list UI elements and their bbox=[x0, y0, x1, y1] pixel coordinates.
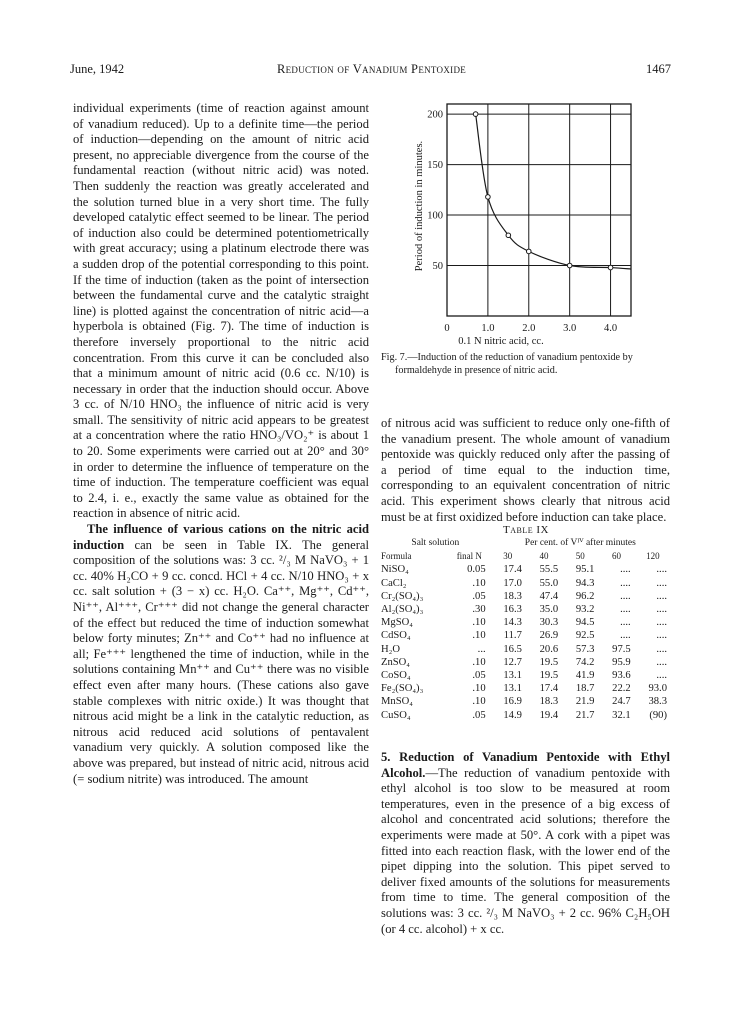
x-tick-label: 1.0 bbox=[481, 323, 495, 334]
table-group-percent: Per cent. of Vᴵⱽ after minutes bbox=[524, 538, 636, 548]
table-cell: .... bbox=[656, 643, 667, 655]
chart-marks bbox=[473, 112, 631, 270]
right-column-top bbox=[381, 416, 670, 525]
paragraph-heading: The influence of various cations on the nitric acid induction bbox=[73, 522, 369, 552]
table-row bbox=[381, 709, 671, 722]
table-cell: 94.5 bbox=[575, 617, 595, 629]
data-point bbox=[506, 233, 511, 238]
table-cell-formula: CoSO₄ bbox=[381, 670, 411, 682]
figure-caption-text: Fig. 7.—Induction of the reduction of vanadium pentoxide by formaldehyde in presence of nitric acid. bbox=[381, 352, 633, 376]
table-cell: 93.0 bbox=[648, 683, 667, 695]
table-row bbox=[381, 629, 671, 642]
table-cell: (90) bbox=[649, 709, 667, 721]
table-cell: 55.0 bbox=[539, 577, 559, 589]
y-tick-label: 100 bbox=[427, 210, 443, 222]
figure-caption bbox=[381, 352, 671, 377]
section-text: —The reduction of vanadium pentoxide with ethyl alcohol is too slow to be measured at room temperatures, even in the presence of a big excess of alcohol and concentrated acid solutions; therefore the experiments were made at 50°. A cork with a pipet was fitted into each reaction flask, with the lower end of the pipet dipping into the solution. This pipet served to deliver fixed amounts of the solutions for measurements from time to time. The general composition of the solutions was: 3 cc. ²/₃ M NaVO₃ + 2 cc. 96% C₂H₅OH (or 4 cc. alcohol) + x cc. bbox=[381, 765, 670, 936]
page-number: 1467 bbox=[646, 62, 671, 76]
section-heading: 5. Reduction of Vanadium Pentoxide with Ethyl Alcohol. bbox=[381, 750, 670, 780]
table-cell: .... bbox=[656, 630, 667, 642]
data-point bbox=[486, 195, 491, 200]
x-tick-label: 3.0 bbox=[563, 323, 577, 334]
table-cell: 26.9 bbox=[539, 630, 559, 642]
table-cell-formula: CdSO₄ bbox=[381, 630, 411, 642]
table-cell: .05 bbox=[472, 670, 486, 682]
table-cell: 47.4 bbox=[539, 590, 559, 602]
chart-grid bbox=[447, 104, 631, 316]
table-row bbox=[381, 695, 671, 708]
table-cell-formula: CuSO₄ bbox=[381, 709, 411, 721]
table-cell: 95.9 bbox=[612, 656, 631, 668]
table-cell: 17.4 bbox=[503, 564, 522, 576]
table-cell: 14.9 bbox=[503, 709, 522, 721]
y-tick-label: 50 bbox=[432, 261, 443, 273]
table-cell: .... bbox=[620, 577, 631, 589]
table-cell-formula: Cr₂(SO₄)₃ bbox=[381, 590, 424, 602]
table-cell: .10 bbox=[472, 577, 486, 589]
table-cell: .... bbox=[656, 617, 667, 629]
data-point bbox=[473, 112, 478, 117]
table-cell: 18.3 bbox=[539, 696, 559, 708]
running-head-title: Reduction of Vanadium Pentoxide bbox=[276, 62, 467, 76]
table-cell: .... bbox=[656, 670, 667, 682]
table-cell: .05 bbox=[472, 590, 486, 602]
table-cell: 19.5 bbox=[539, 670, 559, 682]
x-axis-label: 0.1 N nitric acid, cc. bbox=[458, 336, 544, 347]
x-tick-label: 2.0 bbox=[522, 323, 536, 334]
table-cell: 0.05 bbox=[467, 564, 486, 576]
table-cell: 74.2 bbox=[575, 656, 595, 668]
table-col-min-40: 40 bbox=[539, 551, 549, 562]
table-cell: .... bbox=[620, 590, 631, 602]
chart-tick-labels bbox=[427, 110, 617, 334]
table-cell: .... bbox=[656, 604, 667, 616]
table-cell: 57.3 bbox=[575, 643, 595, 655]
table-cell: 18.3 bbox=[503, 590, 522, 602]
table-cell: .05 bbox=[472, 709, 486, 721]
table-cell: 16.9 bbox=[503, 696, 522, 708]
table-cell: 22.2 bbox=[612, 683, 631, 695]
table-title: Table IX bbox=[503, 524, 549, 536]
paragraph-ethyl-alcohol bbox=[381, 750, 670, 937]
left-column bbox=[73, 101, 369, 787]
y-tick-label: 150 bbox=[427, 160, 443, 172]
table-cell: 38.3 bbox=[648, 696, 667, 708]
table-cell: 13.1 bbox=[503, 670, 522, 682]
plot-frame bbox=[447, 104, 631, 316]
y-axis-label: Period of induction in minutes. bbox=[414, 140, 425, 272]
table-cell: 14.3 bbox=[503, 617, 522, 629]
table-cell: 16.5 bbox=[503, 643, 522, 655]
table-cell: 13.1 bbox=[503, 683, 522, 695]
x-tick-label: 0 bbox=[444, 323, 450, 334]
table-row bbox=[381, 603, 671, 616]
table-body bbox=[381, 563, 671, 721]
table-cell: 12.7 bbox=[503, 656, 522, 668]
data-point bbox=[567, 263, 572, 268]
table-cell-formula: ZnSO₄ bbox=[381, 656, 411, 668]
table-cell-formula: MgSO₄ bbox=[381, 617, 413, 629]
figure-7-chart bbox=[381, 96, 671, 352]
table-col-min-60: 60 bbox=[612, 551, 622, 562]
table-col-formula: Formula bbox=[381, 551, 412, 562]
table-col-min-50: 50 bbox=[575, 551, 585, 562]
table-cell: ... bbox=[477, 643, 486, 655]
table-group-salt: Salt solution bbox=[411, 538, 460, 548]
table-cell: .10 bbox=[472, 696, 486, 708]
data-point bbox=[608, 265, 613, 270]
x-tick-label: 4.0 bbox=[603, 323, 618, 334]
table-col-min-120: 120 bbox=[646, 551, 660, 562]
table-cell: 17.4 bbox=[539, 683, 559, 695]
table-cell: .30 bbox=[472, 604, 486, 616]
table-cell-formula: H₂O bbox=[381, 643, 400, 655]
table-cell: .... bbox=[656, 564, 667, 576]
table-cell-formula: Fe₂(SO₄)₃ bbox=[381, 683, 424, 695]
paragraph-cations-text: can be seen in Table IX. The general composition of the solutions was: 3 cc. ²/₃ M NaVO₃ + 1 cc. 40% H₂CO + 9 cc. concd. HCl + 4 cc. N/10 HNO₃ + x cc. salt solution + (3 − x) cc. H₂O. Ca⁺⁺, Mg⁺⁺, Cd⁺⁺, Ni⁺⁺, Al⁺⁺⁺, Cr⁺⁺⁺ did not change the general character of the effect but reduced the time of induction somewhat below forty minutes; Zn⁺⁺ and Co⁺⁺ had no influence at all; Fe⁺⁺⁺ lengthened the time of induction, while in the solutions containing Mn⁺⁺ and Cu⁺⁺ there was no visible effect even after many hours. (These cations also gave stable complexes with nitric oxide.) It was thought that nitrous acid might be a link in the catalytic reduction, as nitrous acid reduced acid solutions of pentavalent vanadium very quickly. A solution composed like the above was prepared, but instead of nitric acid, nitrous acid (= sodium nitrite) was introduced. The amount bbox=[73, 537, 369, 786]
table-row bbox=[381, 563, 671, 576]
table-row bbox=[381, 669, 671, 682]
table-row bbox=[381, 616, 671, 629]
table-cell: 21.7 bbox=[575, 709, 595, 721]
table-cell: 35.0 bbox=[539, 604, 559, 616]
table-cell: .... bbox=[620, 564, 631, 576]
table-cell: 92.5 bbox=[575, 630, 595, 642]
table-cell-formula: NiSO₄ bbox=[381, 564, 409, 576]
table-cell: 96.2 bbox=[575, 590, 595, 602]
table-cell: .... bbox=[656, 590, 667, 602]
table-cell: 21.9 bbox=[575, 696, 595, 708]
table-cell: 97.5 bbox=[612, 643, 631, 655]
table-cell: .... bbox=[620, 630, 631, 642]
table-cell: 16.3 bbox=[503, 604, 522, 616]
table-cell: 93.2 bbox=[575, 604, 595, 616]
y-tick-label: 200 bbox=[427, 109, 443, 121]
table-cell: 17.0 bbox=[503, 577, 522, 589]
table-cell: 55.5 bbox=[539, 564, 559, 576]
table-row bbox=[381, 590, 671, 603]
table-cell: 19.5 bbox=[539, 656, 559, 668]
table-col-final: final N bbox=[456, 551, 482, 562]
paragraph-induction: individual experiments (time of reaction against amount of vanadium reduced). Up to a definite time—the period of induction—depending on the amount of nitric acid present, no appreciable divergence from the course of the fundamental reaction (without nitric acid) was noted. Then suddenly the reaction was greatly accelerated and the solution turned blue in a very short time. The fully developed catalytic effect seemed to be linear. The period of induction also could be determined potentiometrically with great accuracy; using a platinum electrode there was a sudden drop of the potential corresponding to this point. If the time of induction (taken as the point of intersection between the fundamental curve and the catalytic straight line) is plotted against the concentration of nitric acid—a hyperbola is obtained (Fig. 7). The time of induction is therefore inversely proportional to the nitric acid concentration. From this curve it can be concluded also that a minimum amount of nitric acid (0.6 cc. N/10) is necessary in order that the induction should occur. Above 3 cc. of N/10 HNO₃ the influence of nitric acid is very small. The sensitivity of nitric acid appears to be greatest at a concentration where the ratio HNO₃/VO₂⁺ is about 1 to 20. Some experiments were carried out at 20° and 30° in order to determine the influence of temperature on the time of induction. The temperature coefficient was equal to 2.4, i. e., exactly the same value as obtained for the reaction in absence of nitric acid. bbox=[73, 101, 369, 521]
table-row bbox=[381, 577, 671, 590]
table-cell: .... bbox=[656, 577, 667, 589]
table-cell: 94.3 bbox=[575, 577, 595, 589]
table-cell: .... bbox=[656, 656, 667, 668]
table-cell: .10 bbox=[472, 683, 486, 695]
hyperbola-curve bbox=[476, 114, 631, 269]
table-cell-formula: MnSO₄ bbox=[381, 696, 413, 708]
table-cell: .10 bbox=[472, 630, 486, 642]
table-ix bbox=[381, 537, 671, 722]
running-head-date: June, 1942 bbox=[70, 62, 125, 76]
data-point bbox=[526, 249, 531, 254]
table-cell: 41.9 bbox=[575, 670, 595, 682]
table-row bbox=[381, 682, 671, 695]
table-cell: 30.3 bbox=[539, 617, 559, 629]
table-cell: .... bbox=[620, 604, 631, 616]
table-cell: .10 bbox=[472, 617, 486, 629]
table-row bbox=[381, 643, 671, 656]
table-cell: .10 bbox=[472, 656, 486, 668]
table-cell: 11.7 bbox=[503, 630, 522, 642]
table-cell: 18.7 bbox=[575, 683, 595, 695]
table-cell: 19.4 bbox=[539, 709, 559, 721]
table-cell: 32.1 bbox=[612, 709, 631, 721]
paragraph-cations bbox=[73, 522, 369, 787]
table-cell: 93.6 bbox=[612, 670, 631, 682]
table-cell: 24.7 bbox=[612, 696, 631, 708]
table-cell: 95.1 bbox=[575, 564, 595, 576]
table-row bbox=[381, 656, 671, 669]
right-column-bottom bbox=[381, 750, 670, 937]
table-col-min-30: 30 bbox=[503, 551, 513, 562]
table-cell-formula: Al₂(SO₄)₃ bbox=[381, 604, 424, 616]
table-cell: 20.6 bbox=[539, 643, 559, 655]
table-cell-formula: CaCl₂ bbox=[381, 577, 407, 589]
paragraph-nitrous: of nitrous acid was sufficient to reduce only one-fifth of the vanadium present. The whole amount of vanadium pentoxide was quickly reduced only after the passing of a period of time equal to the induction time, corresponding to an equivalent concentration of nitric acid. This experiment shows clearly that nitrous acid must be at first oxidized before induction can take place. bbox=[381, 416, 670, 524]
table-cell: .... bbox=[620, 617, 631, 629]
